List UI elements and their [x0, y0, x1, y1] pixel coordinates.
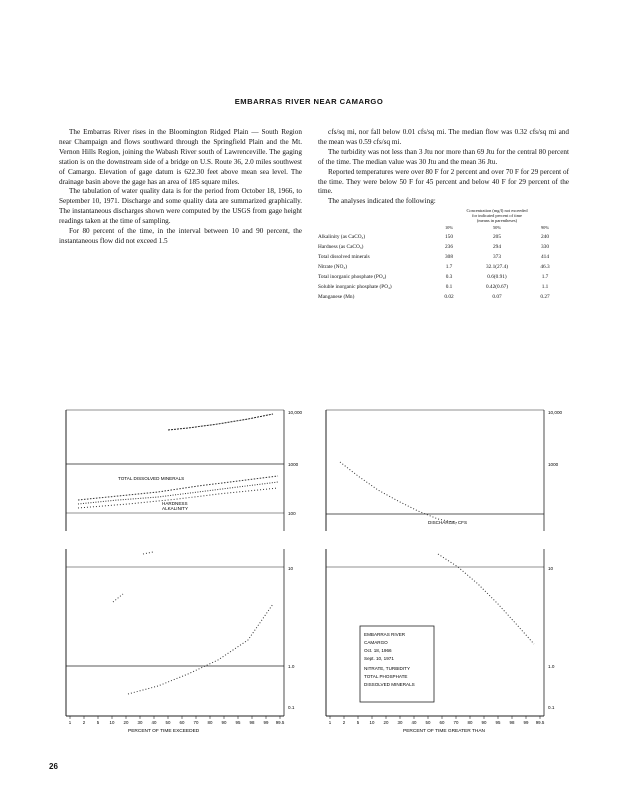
table-row [318, 263, 569, 273]
x-tick-label: 30 [137, 720, 143, 725]
x-tick-label: 80 [467, 720, 473, 725]
percent-header: 10% [444, 225, 454, 231]
row-label: Soluble inorganic phosphate (PO₄) [318, 283, 392, 290]
x-tick-label: 20 [123, 720, 129, 725]
paragraph: The turbidity was not less than 3 Jtu nor more than 69 Jtu for the central 80 percent of the time. The median value was 30 Jtu and the mean 36 Jtu. [318, 147, 569, 166]
x-axis-label: PERCENT OF TIME GREATER THAN [403, 729, 486, 734]
x-tick-label: 20 [383, 720, 389, 725]
x-tick-label: 99.5 [275, 720, 285, 725]
x-tick-label: 60 [439, 720, 445, 725]
axis-tick-label: 10 [288, 566, 294, 571]
table-header-line: Concentration (mg/l) not exceeded [466, 208, 528, 214]
panel-bottom-left [66, 549, 295, 716]
cell: 150 [445, 234, 453, 241]
cell: 1.7 [541, 273, 549, 280]
paragraph: The Embarras River rises in the Bloomington Ridged Plain — South Region near Champaign and flows southward through the Springfield Plain and the Mt. Vernon Hills Region, joining the Wabash River south of Lawrenceville. The gaging station is on the downstream side of a bridge on U.S. Route 36, 2.0 miles southwest of Camargo. Elevation of gage datum is 622.30 feet above mean sea level. The drainage basin above the gage has an area of 185 square miles. [59, 128, 302, 186]
row-label: Total dissolved minerals [318, 254, 370, 261]
x-tick-label: 1 [328, 720, 332, 725]
curve-label: DISCHARGE, CFS [428, 520, 468, 525]
axis-tick-label: 1000 [548, 462, 559, 467]
row-label: Alkalinity (as CaCO₃) [318, 234, 366, 241]
x-tick-label: 98 [249, 720, 255, 725]
x-tick-label: 30 [397, 720, 403, 725]
x-tick-labels-right [329, 716, 545, 725]
axis-tick-label: 0.1 [548, 705, 555, 710]
x-tick-label: 5 [96, 720, 100, 725]
legend-line: DISSOLVED MINERALS [364, 682, 415, 687]
axis-tick-label: 10,000 [548, 410, 563, 415]
x-tick-label: 80 [207, 720, 213, 725]
x-tick-label: 70 [453, 720, 459, 725]
panel-bottom-right [326, 549, 555, 716]
cell: 236 [445, 244, 453, 251]
cell: 414 [541, 254, 549, 261]
row-label: Manganese (Mn) [318, 293, 355, 300]
cell: 32.1(27.4) [485, 263, 509, 270]
x-tick-label: 50 [165, 720, 171, 725]
percent-header: 50% [492, 225, 502, 231]
x-tick-label: 99.5 [535, 720, 545, 725]
page-title: EMBARRAS RIVER NEAR CAMARGO [234, 97, 384, 106]
curve [168, 414, 273, 430]
x-tick-label: 60 [179, 720, 185, 725]
left-column [59, 128, 302, 247]
cell: 0.6(0.91) [487, 273, 507, 280]
row-label: Nitrate (NO₃) [318, 263, 348, 270]
x-tick-label: 2 [82, 720, 86, 725]
panel-top-left [66, 410, 302, 531]
cell: 0.3 [445, 273, 453, 280]
paragraph: Reported temperatures were over 80 F for 2 percent and over 70 F for 29 percent of the time. They were below 50 F for 45 percent and below 40 F for 29 percent of the time. [318, 167, 569, 196]
axis-tick-label: 0.1 [288, 705, 295, 710]
table-row [318, 283, 569, 293]
x-tick-label: 70 [193, 720, 199, 725]
x-tick-label: 5 [356, 720, 360, 725]
curve [113, 552, 153, 602]
curve [128, 604, 273, 694]
duration-curves-figure [58, 404, 578, 734]
table-row [318, 253, 569, 263]
curve-label: TOTAL DISSOLVED MINERALS [118, 476, 185, 481]
axis-tick-label: 10,000 [288, 410, 303, 415]
paragraph: The analyses indicated the following: [328, 197, 436, 206]
cell: 0.42(0.67) [485, 283, 509, 290]
x-tick-label: 90 [481, 720, 487, 725]
table-row [318, 243, 569, 253]
cell: 1.7 [445, 263, 453, 270]
right-column [318, 128, 569, 303]
x-tick-label: 98 [509, 720, 515, 725]
x-tick-label: 50 [425, 720, 431, 725]
curve [438, 554, 534, 644]
table-header-line: for indicated percent of time [472, 213, 522, 219]
legend-line: EMBARRAS RIVER [364, 632, 406, 637]
x-tick-label: 99 [263, 720, 269, 725]
curve-label: HARDNESS [162, 501, 188, 506]
x-tick-label: 10 [109, 720, 115, 725]
legend-line: CAMARGO [364, 640, 388, 645]
cell: 240 [541, 234, 549, 241]
x-tick-label: 40 [411, 720, 417, 725]
cell: 0.07 [492, 293, 502, 300]
axis-tick-label: 100 [288, 511, 296, 516]
x-tick-label: 95 [235, 720, 241, 725]
x-axis-label: PERCENT OF TIME EXCEEDED [128, 729, 200, 734]
x-tick-label: 40 [151, 720, 157, 725]
cell: 330 [541, 244, 549, 251]
paragraph: cfs/sq mi, nor fall below 0.01 cfs/sq mi. The median flow was 0.32 cfs/sq mi and the mean was 0.59 cfs/sq mi. [318, 128, 569, 146]
legend-line: TOTAL PHOSPHATE [364, 674, 408, 679]
cell: 46.3 [540, 263, 550, 270]
cell: 308 [445, 254, 453, 261]
axis-tick-label: 1.0 [288, 664, 295, 669]
axis-tick-label: 1.0 [548, 664, 555, 669]
x-tick-label: 90 [221, 720, 227, 725]
cell: 0.02 [444, 293, 454, 300]
cell: 0.1 [445, 283, 453, 290]
table-row [318, 273, 569, 283]
legend-line: Sept. 10, 1971 [364, 656, 394, 661]
panel-top-right [326, 410, 562, 531]
paragraph: The tabulation of water quality data is for the period from October 18, 1966, to September 10, 1971. Discharge and some quality data are summarized graphically. The instantaneous discharges shown were computed by the USGS from gage height readings taken at the time of sampling. [59, 187, 302, 226]
x-tick-label: 2 [342, 720, 346, 725]
x-tick-labels-left [69, 716, 285, 725]
cell: 294 [493, 244, 501, 251]
row-label: Hardness (as CaCO₃) [318, 244, 364, 251]
page-number: 26 [49, 762, 58, 771]
cell: 1.1 [541, 283, 549, 290]
table-row [318, 233, 569, 243]
x-tick-label: 10 [369, 720, 375, 725]
percent-header: 90% [540, 225, 550, 231]
cell: 0.27 [540, 293, 550, 300]
curve-label: ALKALINITY [162, 506, 189, 511]
paragraph: For 80 percent of the time, in the interval between 10 and 90 percent, the instantaneous flow did not exceed 1.5 [59, 227, 302, 245]
x-tick-label: 99 [523, 720, 529, 725]
table-row [318, 293, 569, 303]
legend-line: Oct. 18, 1966 [364, 648, 392, 653]
cell: 205 [493, 234, 501, 241]
legend-box [360, 626, 434, 702]
table-header-line: (means in parentheses) [476, 218, 518, 224]
axis-tick-label: 10 [548, 566, 554, 571]
x-tick-label: 95 [495, 720, 501, 725]
legend-line: NITRATE, TURBIDITY [364, 666, 411, 671]
axis-tick-label: 1000 [288, 462, 299, 467]
x-tick-label: 1 [68, 720, 72, 725]
analysis-table [318, 208, 569, 302]
row-label: Total inorganic phosphate (PO₄) [318, 273, 387, 280]
cell: 373 [493, 254, 501, 261]
